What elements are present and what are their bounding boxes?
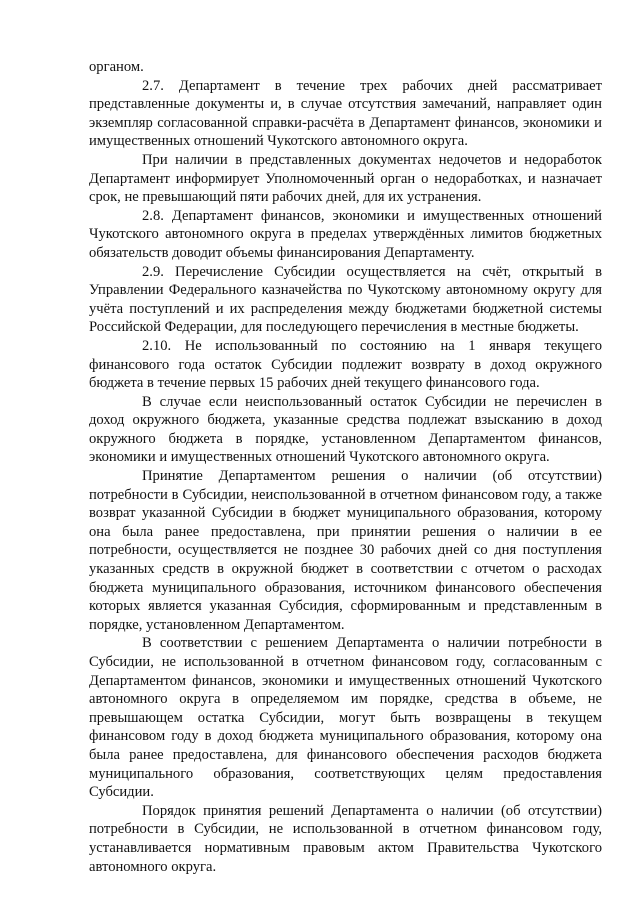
- paragraph-recovery: В случае если неиспользованный остаток Субсидии не перечислен в доход окружного бюджета, указанные средства подлежат взысканию в доход окружного бюджета в порядке, установленном Департаментом финансов, экономики и имущественных отношений Чукотского автономного округа.: [89, 393, 602, 466]
- paragraph-2-8: 2.8. Департамент финансов, экономики и имущественных отношений Чукотского автономного округа в пределах утверждённых лимитов бюджетных обязательств доводит объемы финансирования Департаменту.: [89, 207, 602, 261]
- paragraph-return: В соответствии с решением Департамента о наличии потребности в Субсидии, не использованной в отчетном финансовом году, согласованным с Департаментом финансов, экономики и имущественных отношений Чукотского автономного округа в определяемом им порядке, средства в объеме, не превышающем остатка Субсидии, могут быть возвращены в текущем финансовом году в доход бюджета муниципального образования, которому она была ранее предоставлена, для финансового обеспечения расходов бюджета муниципального образования, соответствующих целям предоставления Субсидии.: [89, 635, 602, 801]
- paragraph-2-7: 2.7. Департамент в течение трех рабочих дней рассматривает представленные документы и, в случае отсутствия замечаний, направляет один экземпляр согласованной справки-расчёта в Департамент финансов, экономики и имущественных отношений Чукотского автономного округа.: [89, 77, 602, 150]
- paragraph-procedure: Порядок принятия решений Департамента о наличии (об отсутствии) потребности в Субсидии, не использованной в отчетном финансовом году, устанавливается нормативным правовым актом Правительства Чукотского автономного округа.: [89, 802, 602, 875]
- document-page: [89, 58, 602, 876]
- paragraph-decision: Принятие Департаментом решения о наличии (об отсутствии) потребности в Субсидии, неиспользованной в отчетном финансовом году, а также возврат указанной Субсидии в бюджет муниципального образования, которому она была ранее предоставлена, при принятии решения о наличии в ее потребности, осуществляется не позднее 30 рабочих дней со дня поступления указанных средств в окружной бюджет в соответствии с отчетом о расходах бюджета муниципального образования, источником финансового обеспечения которых является указанная Субсидия, сформированным и представленным в порядке, установленном Департаментом.: [89, 468, 602, 633]
- paragraph-continuation: органом.: [89, 59, 144, 75]
- paragraph-2-10: 2.10. Не использованный по состоянию на 1 января текущего финансового года остаток Субсидии подлежит возврату в доход окружного бюджета в течение первых 15 рабочих дней текущего финансового года.: [89, 337, 602, 392]
- paragraph-deficiencies: При наличии в представленных документах недочетов и недоработок Департамент информирует Уполномоченный орган о недоработках, и назначает срок, не превышающий пяти рабочих дней, для их устранения.: [89, 151, 602, 206]
- paragraph-2-9: 2.9. Перечисление Субсидии осуществляется на счёт, открытый в Управлении Федерального казначейства по Чукотскому автономному округу для учёта поступлений и их распределения между бюджетами бюджетной системы Российской Федерации, для последующего перечисления в местные бюджеты.: [89, 263, 602, 336]
